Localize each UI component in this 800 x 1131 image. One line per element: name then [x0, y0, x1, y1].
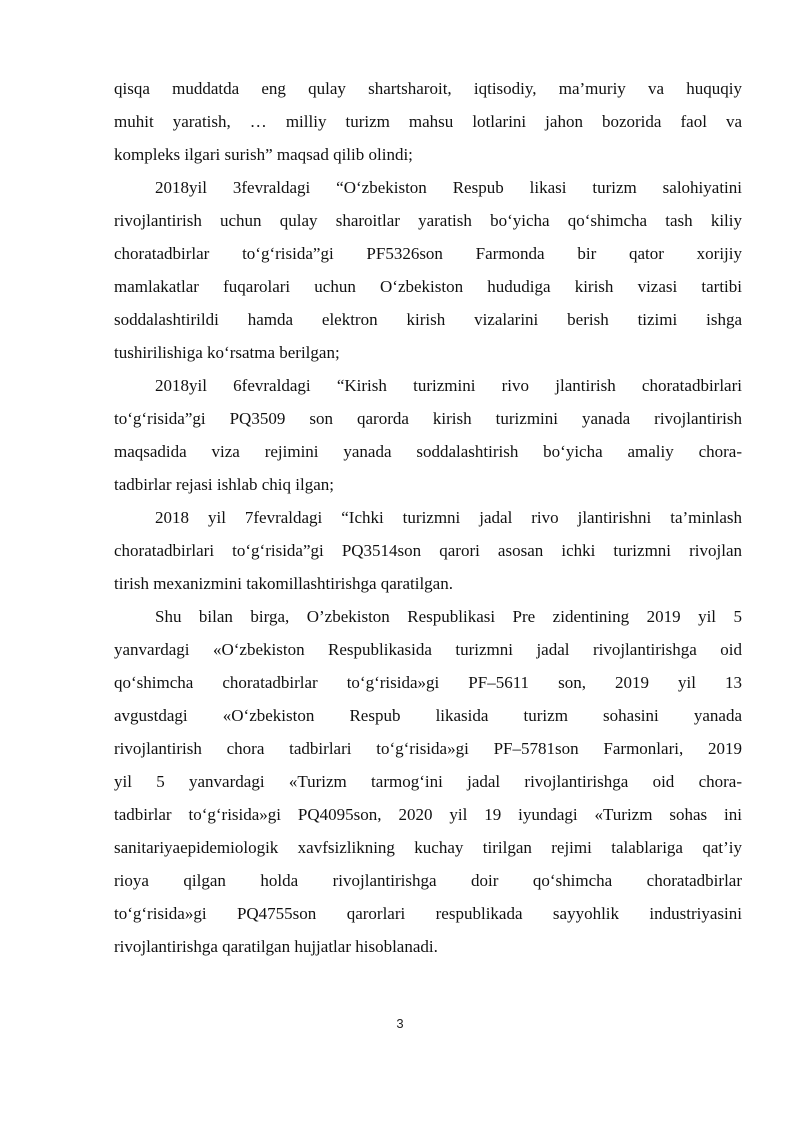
text-line: mamlakatlar fuqarolari uchun O‘zbekiston hududiga kirish vizasi tartibi: [114, 277, 742, 296]
page-number: 3: [396, 1016, 404, 1031]
text-line: qisqa muddatda eng qulay shartsharoit, iqtisodiy, ma’muriy va huquqiy: [114, 79, 742, 98]
text-line: 2018yil 6fevraldagi “Kirish turizmini rivo jlantirish choratadbirlari: [155, 376, 742, 395]
text-line: choratadbirlar to‘g‘risida”gi PF5326son Farmonda bir qator xorijiy: [114, 244, 742, 263]
text-line: tadbirlar rejasi ishlab chiq ilgan;: [114, 475, 334, 494]
text-line: 2018yil 3fevraldagi “O‘zbekiston Respub likasi turizm salohiyatini: [155, 178, 742, 197]
text-line: yil 5 yanvardagi «Turizm tarmog‘ini jadal rivojlantirishga oid chora-: [114, 772, 742, 791]
text-line: yanvardagi «O‘zbekiston Respublikasida turizmni jadal rivojlantirishga oid: [114, 640, 742, 659]
text-line: 2018 yil 7fevraldagi “Ichki turizmni jadal rivo jlantirishni ta’minlash: [155, 508, 742, 527]
text-line: tadbirlar to‘g‘risida»gi PQ4095son, 2020 yil 19 iyundagi «Turizm sohas ini: [114, 805, 742, 824]
text-line: muhit yaratish, … milliy turizm mahsu lotlarini jahon bozorida faol va: [114, 112, 742, 131]
text-line: kompleks ilgari surish” maqsad qilib olindi;: [114, 145, 413, 164]
text-line: to‘g‘risida»gi PQ4755son qarorlari respublikada sayyohlik industriyasini: [114, 904, 742, 923]
text-line: maqsadida viza rejimini yanada soddalashtirish bo‘yicha amaliy chora-: [114, 442, 742, 461]
text-line: rioya qilgan holda rivojlantirishga doir qo‘shimcha choratadbirlar: [114, 871, 742, 890]
text-line: tushirilishiga ko‘rsatma berilgan;: [114, 343, 340, 362]
text-line: qo‘shimcha choratadbirlar to‘g‘risida»gi PF–5611 son, 2019 yil 13: [114, 673, 742, 692]
text-line: rivojlantirish uchun qulay sharoitlar yaratish bo‘yicha qo‘shimcha tash kiliy: [114, 211, 742, 230]
text-line: avgustdagi «O‘zbekiston Respub likasida turizm sohasini yanada: [114, 706, 742, 725]
text-line: tirish mexanizmini takomillashtirishga qaratilgan.: [114, 574, 453, 593]
text-line: sanitariyaepidemiologik xavfsizlikning kuchay tirilgan rejimi talablariga qat’iy: [114, 838, 742, 857]
text-line: to‘g‘risida”gi PQ3509 son qarorda kirish turizmini yanada rivojlantirish: [114, 409, 742, 428]
text-line: rivojlantirishga qaratilgan hujjatlar hisoblanadi.: [114, 937, 438, 956]
text-line: rivojlantirish chora tadbirlari to‘g‘risida»gi PF–5781son Farmonlari, 2019: [114, 739, 742, 758]
text-line: choratadbirlari to‘g‘risida”gi PQ3514son qarori asosan ichki turizmni rivojlan: [114, 541, 742, 560]
text-line: soddalashtirildi hamda elektron kirish vizalarini berish tizimi ishga: [114, 310, 742, 329]
text-line: Shu bilan birga, O’zbekiston Respublikasi Pre zidentining 2019 yil 5: [155, 607, 742, 626]
